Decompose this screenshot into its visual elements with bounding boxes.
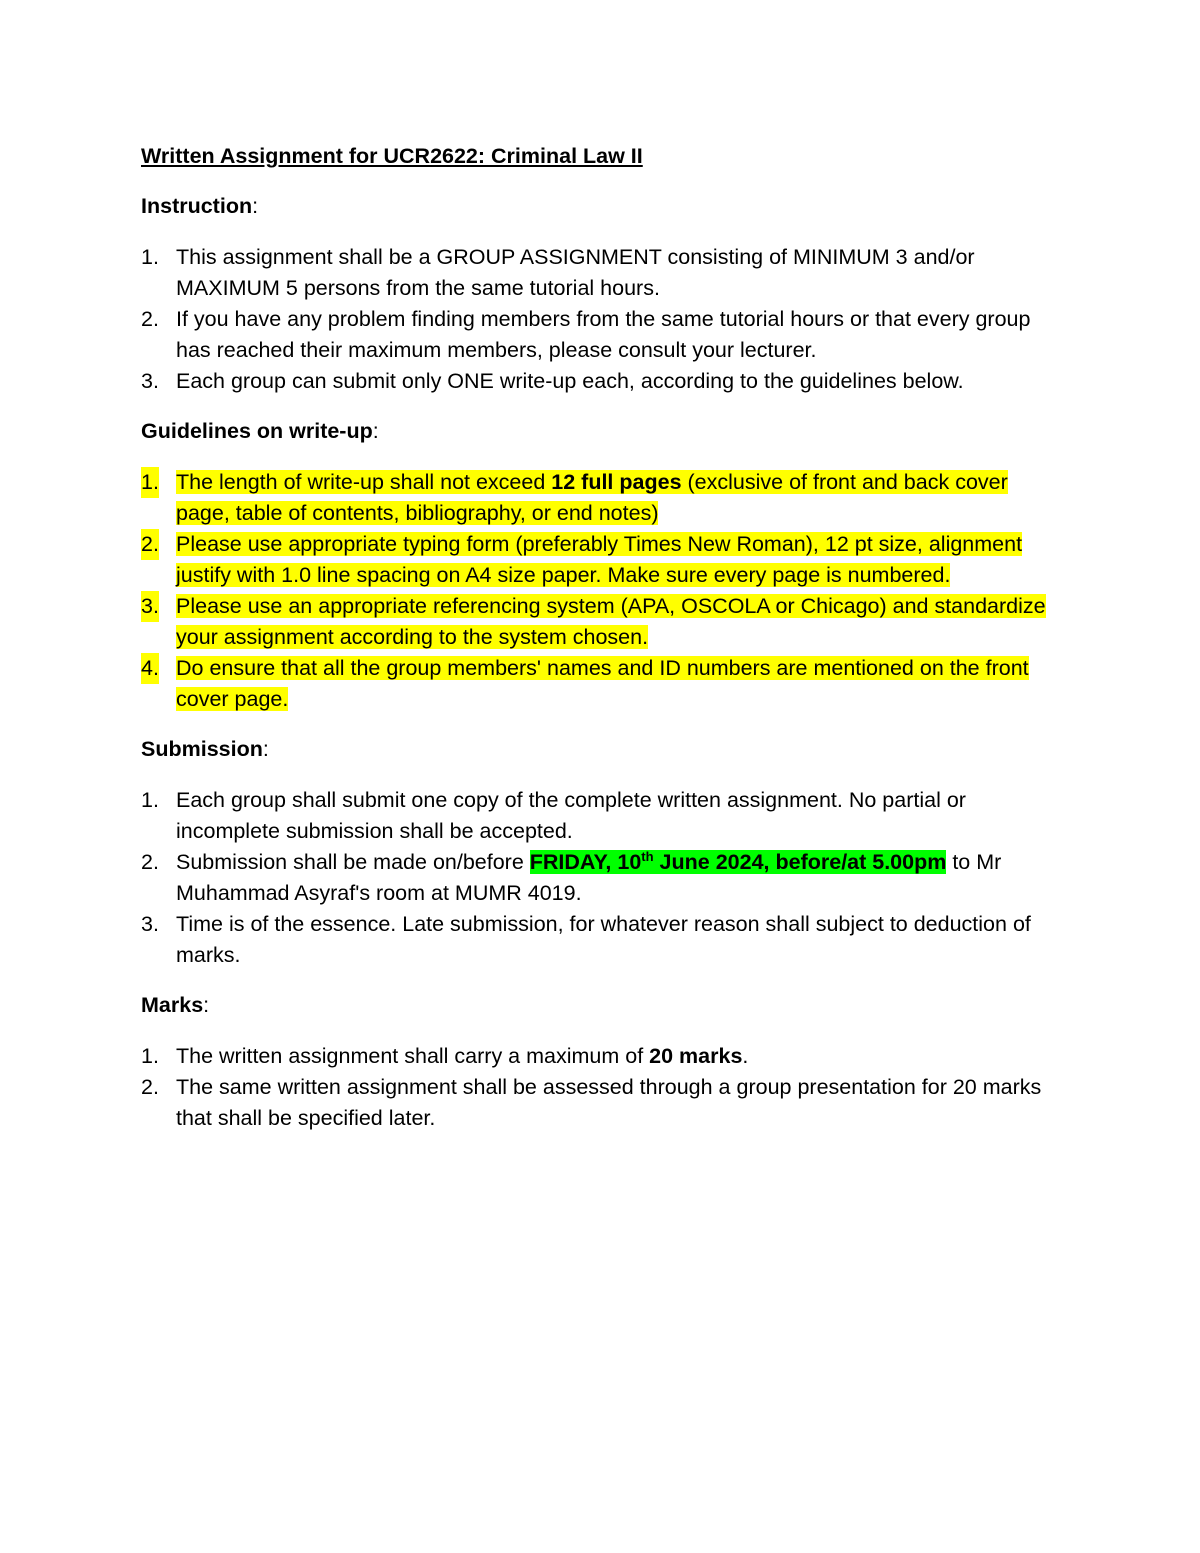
marks-item-2 [141,1072,1061,1134]
marks-heading-text: Marks [141,993,204,1017]
submission-deadline [530,850,947,874]
list-number: 3. [141,912,159,936]
list-number: 1. [141,245,159,269]
submission-item-text: Each group shall submit one copy of the complete written assignment. No partial or incomplete submission shall be accepted. [176,788,966,843]
instruction-item-text: Each group can submit only ONE write-up each, according to the guidelines below. [176,369,964,393]
submission-heading [141,734,1061,765]
guidelines-list [141,467,1061,715]
guideline-item-text: Please use an appropriate referencing system (APA, OSCOLA or Chicago) and standardize your assignment according to the system chosen. [176,594,1046,649]
deadline-day: FRIDAY, 10 [529,850,642,874]
submission-heading-text: Submission [141,737,263,761]
guidelines-heading-colon: : [372,419,379,443]
guideline-item-text: Please use appropriate typing form (preferably Times New Roman), 12 pt size, alignment justify with 1.0 line spacing on A4 size paper. Make sure every page is numbered. [176,532,1023,587]
marks-item-text [176,1044,748,1068]
marks-text-post: . [742,1044,749,1068]
list-number: 1. [141,1044,159,1068]
submission-list [141,785,1061,971]
instruction-list [141,242,1061,397]
marks-max-value: 20 marks [649,1044,743,1068]
instruction-heading-colon: : [252,194,259,218]
marks-heading [141,990,1061,1021]
guideline-item-1 [141,467,1061,529]
instruction-item-1 [141,242,1061,304]
list-number: 3. [141,591,159,622]
guideline-item-text: Do ensure that all the group members' names and ID numbers are mentioned on the front cover page. [176,656,1029,711]
guidelines-heading-text: Guidelines on write-up [141,419,373,443]
guideline-item-4 [141,653,1061,715]
list-number: 1. [141,467,159,498]
marks-list [141,1041,1061,1134]
guideline-item-text [176,470,1008,525]
instruction-item-text: If you have any problem finding members from the same tutorial hours or that every group has reached their maximum members, please consult your lecturer. [176,307,1031,362]
submission-text-post: to Mr Muhammad Asyraf's room at MUMR 4019. [176,850,1002,905]
submission-text-pre: Submission shall be made on/before [176,850,530,874]
guideline-text-post: (exclusive of front and back cover page, table of contents, bibliography, or end notes) [176,470,1008,525]
guideline-page-limit: 12 full pages [551,470,682,494]
list-number: 2. [141,850,159,874]
instruction-item-text: This assignment shall be a GROUP ASSIGNMENT consisting of MINIMUM 3 and/or MAXIMUM 5 persons from the same tutorial hours. [176,245,975,300]
guideline-item-2 [141,529,1061,591]
submission-heading-colon: : [262,737,269,761]
marks-item-1 [141,1041,1061,1072]
submission-item-1 [141,785,1061,847]
list-number: 3. [141,369,159,393]
submission-item-2 [141,847,1061,909]
deadline-date-time: June 2024, before/at 5.00pm [653,850,947,874]
document-body [141,141,1061,1153]
list-number: 4. [141,653,159,684]
submission-item-text [176,850,1001,905]
submission-item-3 [141,909,1061,971]
deadline-ordinal: th [641,848,654,864]
instruction-item-2 [141,304,1061,366]
instruction-item-3 [141,366,1061,397]
list-number: 2. [141,529,159,560]
guidelines-heading [141,416,1061,447]
list-number: 2. [141,307,159,331]
instruction-heading [141,191,1061,222]
list-number: 1. [141,788,159,812]
guideline-item-3 [141,591,1061,653]
instruction-heading-text: Instruction [141,194,253,218]
guideline-text-pre: The length of write-up shall not exceed [176,470,552,494]
submission-item-text: Time is of the essence. Late submission, for whatever reason shall subject to deduction of marks. [176,912,1031,967]
marks-text-pre: The written assignment shall carry a maximum of [176,1044,650,1068]
marks-item-text: The same written assignment shall be assessed through a group presentation for 20 marks that shall be specified later. [176,1075,1042,1130]
document-title: Written Assignment for UCR2622: Criminal Law II [141,144,643,168]
list-number: 2. [141,1075,159,1099]
marks-heading-colon: : [203,993,210,1017]
